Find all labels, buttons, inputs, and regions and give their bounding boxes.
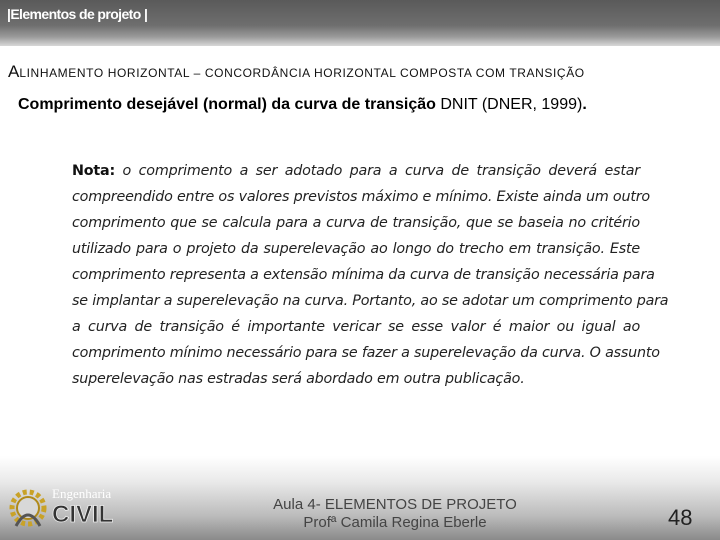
section-title: |Elementos de projeto |: [7, 6, 148, 22]
heading-rest: LINHAMENTO HORIZONTAL – CONCORDÂNCIA HORIZONTAL COMPOSTA COM TRANSIÇÃO: [19, 66, 585, 80]
slide-heading: [8, 62, 585, 82]
slide-subtitle: [18, 96, 587, 114]
note-line: se implantar a superelevação na curva. Portanto, ao se adotar um comprimento para: [72, 293, 669, 309]
subtitle-end: .: [582, 96, 587, 113]
note-line: a curva de transição é importante vericar se esse valor é maior ou igual ao: [72, 319, 640, 335]
svg-text:Engenharia: Engenharia: [52, 486, 112, 501]
subtitle-normal: DNIT (DNER, 1999): [435, 96, 583, 113]
svg-text:CIVIL: CIVIL: [52, 501, 114, 528]
note-label: Nota:: [72, 163, 115, 179]
subtitle-bold: Comprimento desejável (normal) da curva de transição: [18, 96, 436, 113]
note-line: comprimento que se calcula para a curva de transição, que se baseia no critério: [72, 215, 640, 231]
note-line: comprimento representa a extensão mínima da curva de transição necessária para: [72, 267, 655, 283]
footer-line-1: Aula 4- ELEMENTOS DE PROJETO: [273, 496, 517, 513]
page-number: 48: [668, 505, 693, 530]
note-line: utilizado para o projeto da superelevação ao longo do trecho em transição. Este: [72, 241, 640, 257]
note-block: [72, 158, 669, 392]
footer-course-info: [250, 496, 540, 532]
footer-line-2: Profª Camila Regina Eberle: [303, 514, 487, 531]
heading-first-letter: A: [8, 62, 20, 81]
gear-icon: [12, 492, 44, 524]
note-line: superelevação nas estradas será abordado em outra publicação.: [72, 371, 525, 387]
note-line: Nota: o comprimento a ser adotado para a curva de transição deverá estar: [72, 163, 640, 179]
note-line: comprimento mínimo necessário para se fazer a superelevação da curva. O assunto: [72, 345, 660, 361]
note-line: compreendido entre os valores previstos máximo e mínimo. Existe ainda um outro: [72, 189, 650, 205]
engenharia-civil-logo: [6, 486, 134, 536]
header-bar: [0, 0, 720, 46]
